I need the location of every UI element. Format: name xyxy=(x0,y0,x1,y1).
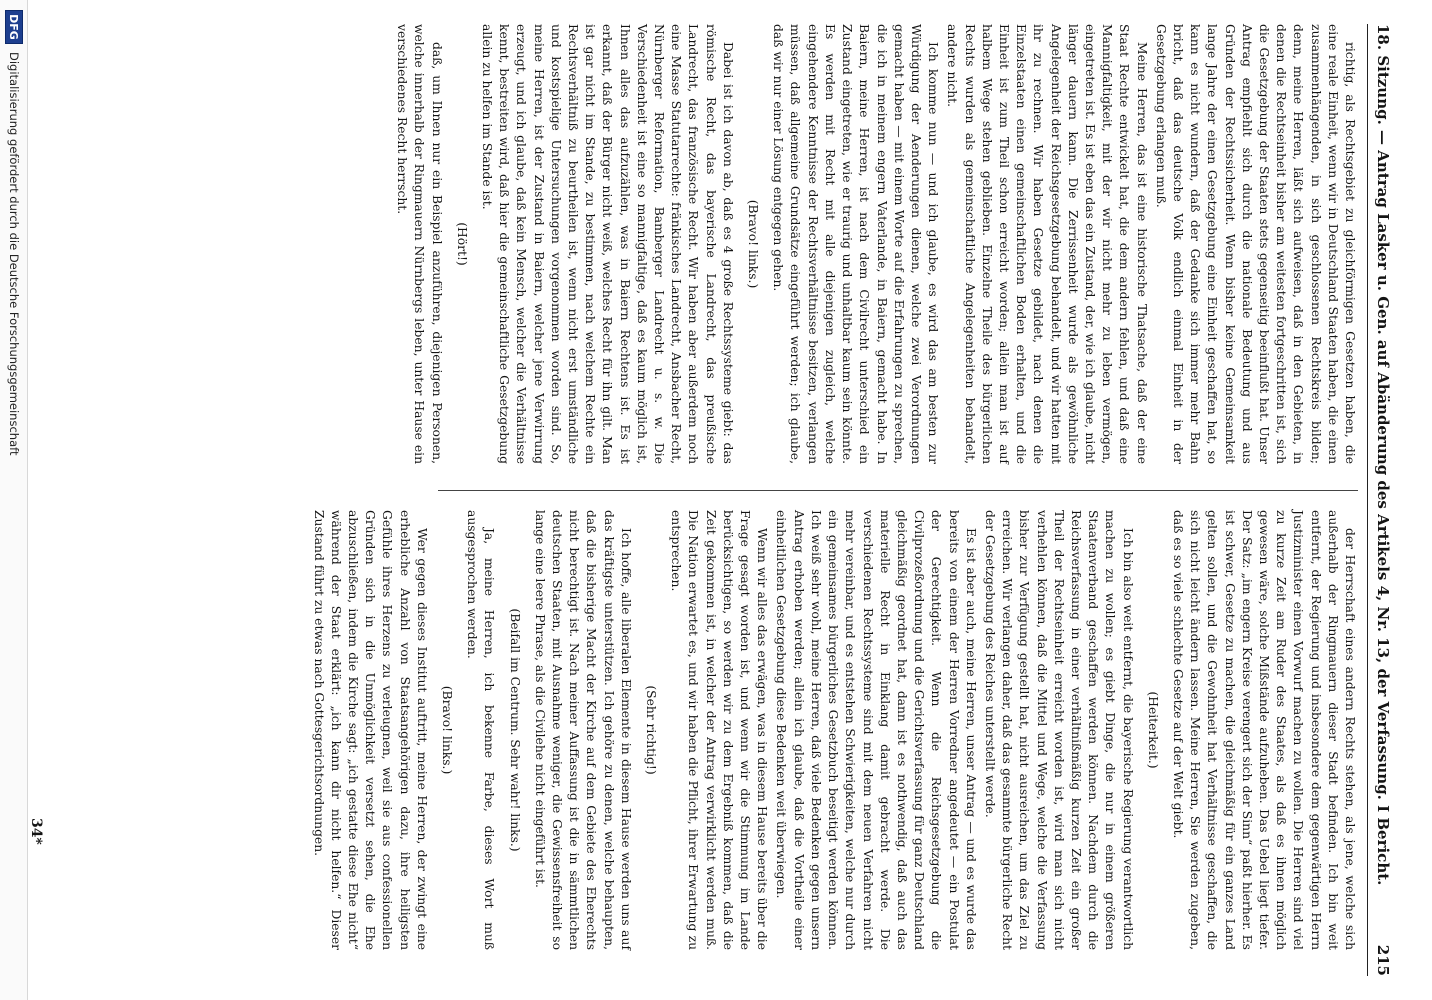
interjection: (Bravo! links.) xyxy=(746,199,761,289)
interjection: (Sehr richtig!) xyxy=(644,685,659,775)
column-divider xyxy=(438,490,1358,491)
interjection: (Bravo! links.) xyxy=(440,685,455,775)
paragraph: der Herrschaft eines andern Rechts stehen, als jene, welche sich außerhalb der Ringmauern dieser Stadt befinden. Ich bin weit entfernt, der Regierung und insbesondere dem gegenwärtigen Herrn Justizminister einen Vorwurf machen zu wollen. Die Herren sind viel zu kurze Zeit am Ruder des Staates, als daß es ihnen möglich gewesen wäre, solche Mißstände aufzuheben. Das Uebel liegt tiefer. Der Satz: „im engern Kreise verengert sich der Sinn“ paßt hierher. Es ist schwer, Gesetze zu machen, die gleichmäßig für ein ganzes Land gelten sollen, und die Gewohnheit hat Verhältnisse geschaffen, die sich nicht leicht ändern lassen. Meine Herren, Sie werden zugeben, daß es so viele schlechte Gesetze auf der Welt giebt. xyxy=(1170,510,1357,950)
interjection: (Hört!) xyxy=(454,222,469,266)
running-header xyxy=(1367,24,1398,976)
digitization-credit: Digitalisierung gefördert durch die Deutsche Forschungsgemeinschaft xyxy=(7,52,21,456)
paragraph: Dabei ist ich davon ab, daß es 4 große Rechtssysteme giebt: das römische Recht, das bayerische Landrecht, das preußische Landrecht, das französische Recht. Wir haben aber außerdem noch eine Masse Statutarrechte: fränkisches Landrecht, Ansbacher Recht, Nürnberger Reformation, Bamberger Landrecht u. s. w. Die Verschiedenheit ist eine so mannigfaltige, daß es kaum möglich ist, Ihnen alles das aufzuzählen, was in Baiern Rechtens ist. Es ist erkannt, daß der Bürger nicht weiß, welches Recht für ihn gilt. Man ist gar nicht im Stande, zu bestimmen, nach welchem Rechte ein Rechtsverhältniß zu beurtheilen ist, wenn nicht erst umständliche und kostspielige Untersuchungen vorgenommen worden sind. So, meine Herren, ist der Zustand in Baiern, welcher jene Verwirrung erzeugt, und ich glaube, daß kein Mensch, welcher die Verhältnisse kennt, bestreiten wird, daß hier die gemeinschaftliche Gesetzgebung allein zu helfen im Stande ist. xyxy=(480,24,735,464)
page-number: 215 xyxy=(1374,944,1392,976)
paragraph: Ich komme nun — und ich glaube, es wird das am besten zur Würdigung der Aenderungen dienen, welche zwei Verordnungen gemacht haben — mit einem Worte auf die Erfahrungen zu sprechen, die ich in meinem engern Vaterlande, in Baiern, gemacht habe. In Baiern, meine Herren, ist nach dem Civilrecht unterschied ein Zustand eingetreten, wie er traurig und unhaltbar kaum sein könnte. Es werden mit Recht mit alle diejenigen zugleich, welche eingehendere Kenntnisse der Rechtsverhältnisse besitzen, verlangen müssen, daß allgemeine Grundsätze eingeführt werden; ich glaube, daß wir nur einer Lösung entgegen gehen. xyxy=(771,24,941,464)
paragraph: Meine Herren, das ist eine historische Thatsache, daß der eine Staat Rechte entwickelt hat, die dem andern fehlen, und daß eine Mannigfaltigkeit, mit der wir nicht mehr zu leben vermögen, eingetreten ist. Es ist eben das ein Zustand, der, wie ich glaube, nicht länger dauern kann. Die Zerrissenheit wurde als gewöhnliche Angelegenheit der Reichsgesetzgebung behandelt, und wir hatten mit ihr zu rechnen. Wir haben Gesetze gebildet, nach denen die Einzelstaaten einen gemeinschaftlichen Boden erhalten, und die Einheit ist zum Theil schon erreicht worden; allein man ist auf halbem Wege stehen geblieben. Einzelne Theile des bürgerlichen Rechts wurden als gemeinschaftliche Angelegenheiten behandelt, andere nicht. xyxy=(945,24,1149,464)
interjection: (Heiterkeit.) xyxy=(1145,691,1160,769)
paragraph: daß, um Ihnen nur ein Beispiel anzuführen, diejenigen Personen, welche innerhalb der Ringmauern Nürnbergs leben, unter Hause ein verschiedenes Recht herrscht. xyxy=(395,24,444,464)
right-column xyxy=(307,510,1358,950)
paragraph: Ich hoffe, alle liberalen Elemente in diesem Hause werden uns auf das kräftigste unterstützen. Ich gehöre zu denen, welche behaupten, daß die bisherige Macht der Kirche auf dem Gebiete des Eherechts nicht berechtigt ist. Nach meiner Auffassung ist die in sämmtlichen deutschen Staaten, mit Ausnahme weniger, die Gewissensfreiheit so lange eine leere Phrase, als die Civilehe nicht eingeführt ist. xyxy=(532,510,633,950)
paragraph: Ich bin also weit entfernt, die bayerische Regierung verantwortlich machen zu wollen; es giebt Dinge, die nur in einem größeren Staatenverband geschaffen werden können. Nachdem durch die Reichsverfassung in einer verhältnißmäßig kurzen Zeit ein großer Theil der Rechtseinheit erreicht worden ist, wird man sich nicht verhehlen können, daß die Mittel und Wege, welche die Verfassung bisher zur Verfügung gestellt hat, nicht ausreichen, um das Ziel zu erreichen. Wir verlangen daher, daß das gesammte bürgerliche Recht der Gesetzgebung des Reiches unterstellt werde. xyxy=(982,510,1135,950)
interjection: (Beifall im Centrum. Sehr wahr! links.) xyxy=(507,608,522,852)
dfg-logo-icon: DFG xyxy=(5,10,23,44)
paragraph: Wer gegen dieses Institut auftritt, meine Herren, der zwingt eine erhebliche Anzahl von Staatsangehörigen dazu, ihre heiligsten Gefühle ihres Herzens zu verleugnen, weil sie aus confessionellen Gründen sich in die Unmöglichkeit versetzt sehen, die Ehe abzuschließen, indem die Kirche sagt: „ich gestatte diese Ehe nicht“ während der Staat erklärt: „ich kann dir nicht helfen.“ Dieser Zustand führt zu etwas nach Gottesgerichtsordnungen. xyxy=(311,510,429,950)
left-column xyxy=(391,24,1358,464)
paragraph: Wenn wir alles das erwägen, was in diesem Hause bereits über die Frage gesagt worden ist, und wenn wir die Stimmung im Lande berücksichtigen, so werden wir zu dem Ergebniß kommen, daß die Zeit gekommen ist, in welcher der Antrag verwirklicht werden muß. Die Nation erwartet es, und wir haben die Pflicht, ihrer Erwartung zu entsprechen. xyxy=(669,510,770,950)
paragraph: richtig, als Rechtsgebiet zu gleichförmigen Gesetzen haben, die eine reale Einheit, wenn wir in Deutschland Staaten haben, die einen zusammenhängenden, in sich geschlossenen Rechtskreis bilden; denn, meine Herren, läßt sich aufweisen, daß in den Gebieten, in denen die Rechtseinheit bisher am weitesten fortgeschritten ist, sich die Gesetzgebung der Staaten stets gegenseitig beeinflußt hat. Unser Antrag empfiehlt sich durch die nationale Bedeutung und aus Gründen der Rechtssicherheit. Wenn bisher keine Gemeinsamkeit lange Jahre der einen Gesetzgebung eine Einheit geschaffen hat, so kann es nicht wundern, daß der Gedanke sich immer mehr Bahn bricht, daß das deutsche Volk endlich einmal Einheit in der Gesetzgebung erlangen muß. xyxy=(1153,24,1357,464)
sheet-number: 34* xyxy=(28,818,44,845)
header-title: 18. Sitzung. — Antrag Lasker u. Gen. auf Abänderung des Artikels 4, Nr. 13, der Verfassung. I Bericht. xyxy=(1374,24,1392,886)
digitization-footer xyxy=(0,0,28,1000)
paragraph: Ja, meine Herren, ich bekenne Farbe, dieses Wort muß ausgesprochen werden. xyxy=(465,510,497,950)
paragraph: Es ist aber auch, meine Herren, unser Antrag — und es wurde das bereits von einem der Herren Vorredner angedeutet — ein Postulat der Gerechtigkeit. Wenn die Reichsgesetzgebung die Civilprozeßordnung und die Gerichtsverfassung für ganz Deutschland gleichmäßig geordnet hat, dann ist es nothwendig, daß auch das materielle Recht in Einklang damit gebracht werde. Die verschiedenen Rechtssysteme sind mit dem neuen Verfahren nicht mehr vereinbar, und es entstehen Schwierigkeiten, welche nur durch ein gemeinsames bürgerliches Gesetzbuch beseitigt werden können. Ich weiß sehr wohl, meine Herren, daß viele Bedenken gegen unsern Antrag erhoben werden; allein ich glaube, daß die Vortheile einer einheitlichen Gesetzgebung diese Bedenken weit überwiegen. xyxy=(774,510,978,950)
